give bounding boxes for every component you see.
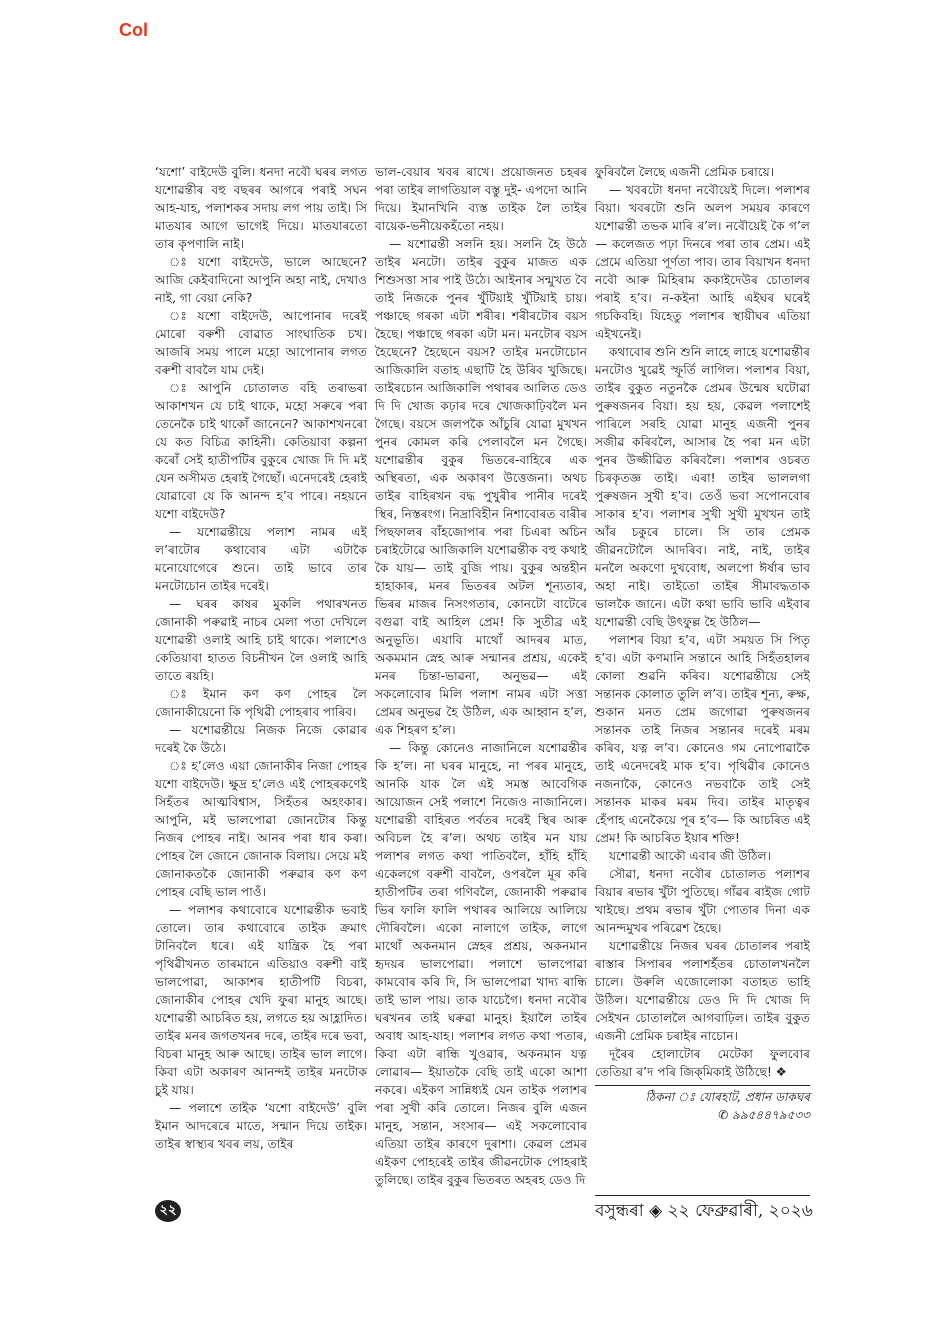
column-3 [595, 163, 810, 1124]
paragraph: পলাশৰ বিয়া হ’ব, এটা সময়ত সি পিতৃ হ’ব। এটা কণমানি সন্তানে আহি সিহঁতহালৰ কোলা শুৱনি কৰিব। যশোৱন্তীয়ে সেই সন্তানক কোলাত তুলি ল’ব। তাইৰ শূন্য, ৰুক্ষ, শুকান মনত প্ৰেম জগোৱা পুৰুষজনৰ সন্তানক তাই নিজৰ সন্তানৰ দৰেই মৰম কৰিব, যত্ন ল’ব। কোনেও গম নোপোৱাকৈ তাই এনেদৰেই মাক হ’ব। পৃথিৱীৰ কোনেও নজনাকৈ, কোনেও নভবাকৈ তাই সেই সন্তানক মাকৰ মৰম দিব। তাইৰ মাতৃত্বৰ হেঁপাহ এনেকৈয়ে পূৰ হ’ব— কি আচৰিত এই প্ৰেম! কি আচৰিত ইয়াৰ শক্তি! [595, 633, 810, 845]
paragraph: ঃ আপুনি চোতালত বহি তৰাভৰা আকাশখন যে চাই থাকে, মহ়ো সৰুৰে পৰা তেনেকৈ চাই থাকোঁ জানেনে? আকাশখনৰো যে কত বিচিত্ৰ কাহিনী। কেতিয়াবা কল্পনা কৰোঁ সেই হাতীপটিৰ বুকুৰে খোজ দি দি মই যেন অসীমত হেৰাই গৈছোঁ। এনেদৰেই হেৰাই যোৱাবো যে কি আনন্দ হ’ব পাৰে। নহয়নে যশো বাইদেউ? [155, 381, 367, 521]
paragraph: ফুৰিবলৈ লৈছে এজনী প্ৰেমিক চৰায়ে। [595, 165, 775, 179]
paragraph: — পলাশে তাইক ‘যশো বাইদেউ’ বুলি ইমান আদৰেৰে মাতে, সন্মান দিয়ে তাইক। তাইৰ স্বাস্থ্যৰ খবৰ লয়, তাইৰ [155, 1101, 367, 1151]
paragraph: যশোৱন্তী আকৌ এবাৰ জী উঠিল। [609, 849, 772, 863]
column-2 [375, 163, 587, 1189]
paragraph: সৌৱা, ধনদা নবৌৰ চোতালত পলাশৰ বিয়াৰ ৰভাৰ খুঁটা পুতিছে। গাঁৱৰ ৰাইজ গোট খাইছে। প্ৰথম ৰভাৰ খুঁটা পোতাৰ দিনা এক আনন্দমুখৰ পৰিৱেশ হৈছে। [595, 867, 810, 935]
column-3-text [595, 163, 810, 1081]
paragraph: ভাল-বেয়াৰ খবৰ ৰাখে। প্ৰয়োজনত চহৰৰ পৰা তাইৰ লাগতিয়াল বস্তু দুই- এপদো আনি দিয়ে। ইমানখিনি ব্যস্ত তাইক লৈ তাইৰ বায়েক-ভনীয়েকহঁতো নহয়। [375, 165, 587, 233]
paragraph: — যশোৱন্তীয়ে পলাশ নামৰ এই ল’ৰাটোৰ কথাবোৰ এটা এটাকৈ মনোযোগেৰে শুনে। তাই ভাবে তাৰ মনটোচোন তাইৰ দৰেই। [155, 525, 367, 593]
paragraph: কথাবোৰ শুনি শুনি লাহে লাহে যশোৱন্তীৰ মনটোও খুৱেই স্ফূৰ্তি লাগিল। পলাশৰ বিয়া, তাইৰ বুকুত নতুনকৈ প্ৰেমৰ উন্মেষ ঘটোৱা পুৰুষজনৰ বিয়া। হয় হয়, কেৱল পলাশেই পাৰিলে সৰহি যোৱা মানুহ এজনী পুনৰ সজীৱ কৰিবলৈ, আসাৰ হৈ পৰা মন এটা পুনৰ উজ্জীৱিত কৰিবলৈ। পলাশৰ ওচৰত চিৰকৃতজ্ঞ তাই। এৰা! তাইৰ ভাললগা পুৰুষজন সুখী হ’ব। তেওঁ ভবা সপোনবোৰ সাকাৰ হ’ব। পলাশৰ সুখী সুখী মুখখন তাই আঁৰ চকুৰে চালে। সি তাৰ প্ৰেমক জীৱনটোলৈ আদৰিব। নাই, নাই, তাইৰ মনলৈ অকণো দুখবোধ, অলপো ঈৰ্ষাৰ ভাব অহা নাই। তাইতো তাইৰ সীমাবদ্ধতাক ভালকৈ জানে। এটা কথা ভাবি ভাবি এইবাৰ যশোৱন্তী বেছি উৎফুল্ল হৈ উঠিল— [595, 345, 810, 629]
page-footer [595, 1195, 813, 1226]
paragraph: ‘যশো’ বাইদেউ বুলি। ধনদা নবৌ ঘৰৰ লগত যশোৱন্তীৰ বহু বছৰৰ আগৰে পৰাই সঘন আহ-যাহ, পলাশকৰ সদায় লগ পায় তাই। সি মাতযাৰ আগে ভাগেই দিয়ে। মাতযাৰতো তাৰ কৃপণালি নাই। [155, 165, 367, 251]
column-1 [155, 163, 367, 1153]
article-body [155, 163, 813, 1226]
corner-mark: Col [119, 20, 148, 40]
paragraph: ঃ হ’লেও এয়া জোনাকীৰ নিজা পোহৰ যশো বাইদেউ। ক্ষুদ্ৰ হ’লেও এই পোহৰকণেই সিহঁতৰ আত্মবিশ্বাস, সিহঁতৰ অহংকাৰ। আপুনি, মই ভালপোৱা জোনটোৰ কিন্তু নিজৰ পোহৰ নাই। আনৰ পৰা ধাৰ কৰা। পোহৰ লৈ জোনে জোনাক বিলায়। সেয়ে মই জোনাকতকৈ জোনাকী পৰুৱাৰ কণ কণ পোহৰ বেছি ভাল পাওঁ। [155, 759, 367, 899]
author-phone: ✆ ৯৯৫৪৪৭৯৫৩৩ [718, 1108, 810, 1122]
paragraph: — কিন্তু কোনেও নাজানিলে যশোৱন্তীৰ কি হ’ল। না ঘৰৰ মানুহে, না পৰৰ মানুহে, আনকি যাক লৈ এই সমস্ত আবেগিক আয়োজন সেই পলাশে নিজেও নাজানিলে। যশোৱন্তী বাহিৰত পৰ্বতৰ দৰেই স্থিৰ আৰু অবিচল হৈ ৰ’ল। অথচ তাইৰ মন যায় পলাশৰ লগত কথা পাতিবলৈ, হাঁহি হাঁহি একেলগে বৰুশী বাবলৈ, ওপৰলৈ মূৰ কৰি হাতীপটিৰ তৰা গণিবলৈ, জোনাকী পৰুৱাৰ ভিৰ ফালি ফালি পথাৰৰ আলিয়ে আলিয়ে দৌৰিবলৈ। একো নালাগে তাইক, লাগে মাথোঁ অকনমান স্নেহৰ প্ৰশ্ৰয়, অকনমান হৃদয়ৰ ভালপোৱা। পলাশে ভালপোৱা কামবোৰ কৰি দি, সি ভালপোৱা খাদ্য ৰান্ধি তাই ভাল পায়। তাক যাচেগৈ। ধনদা নবৌৰ ঘৰখনৰ তাই ঘৰুৱা মানুহ। ইয়ালৈ তাইৰ অবাধ আহ-যাহ। পলাশৰ লগত কথা পতাৰ, কিবা এটা ৰান্ধি খুওৱাৰ, অকনমান যত্ন লোৱাৰ— ইয়াতকৈ বেছি তাই একো আশা নকৰে। এইকণ সান্নিধ্যই যেন তাইক পলাশৰ পৰা সুখী কৰি তোলে। নিজৰ বুলি এজন মানুহ, সন্তান, সংসাৰ— এই সকলোবোৰ এতিয়া তাইৰ কাৰণে দুৰাশা। কেৱল প্ৰেমৰ এইকণ পোহৰেই তাইৰ জীৱনটোক পোহৰাই তুলিছে। তাইৰ বুকুৰ ভিতৰত অহৰহ ডেও দি [375, 741, 587, 1187]
magazine-name: বসুন্ধৰা [595, 1201, 644, 1221]
paragraph: — যশোৱন্তী সলনি হয়। সলনি হৈ উঠে তাইৰ মনটো। তাইৰ বুকুৰ মাজত এক শিশুসত্তা সাৰ পাই উঠে। আইনাৰ সন্মুখত বৈ তাই নিজকে পুনৰ খুঁটিয়াই খুঁটিয়াই চায়। পঞ্চাছে গৰকা এটা শৰীৰ। শৰীৰটোৰ বয়স হৈছে। পঞ্চাছে গৰকা এটা মন। মনটোৰ বয়স হৈছেনে? হৈছেনে বয়স? তাইৰ মনটোচোন আজিকালি বতাহ এছাটি হৈ উৰিব খুজিছে। তাইৰচোন আজিকালি পথাৰৰ আলিত ডেও দি দি খোজ কঢ়াৰ দৰে খোজকাঢ়িবলৈ মন গৈছে। বয়সে জলপকৈ আঁচুৰি যোৱা মুখখন পুনৰ কোমল কৰি পেলাবলৈ মন গৈছে। যশোৱন্তীৰ বুকুৰ ভিতৰে-বাহিৰে এক অস্থিৰতা, এক অকাৰণ উত্তেজনা। অথচ তাইৰ বাহিৰখন বদ্ধ পুখুৰীৰ পানীৰ দৰেই স্থিৰ, নিস্তৰংগ। নিদ্ৰাবিহীন নিশাবোৰত বাৰীৰ পিছফালৰ বাঁহজোপাৰ পৰা চিএৰা অচিন চৰাইটোৱে আজিকালি যশোৱন্তীক বহু কথাই কৈ যায়— তাই বুজি পায়। বুকুৰ অন্তহীন হাহাকাৰ, মনৰ ভিতৰৰ অটল শূন্যতাৰ, ভিৰৰ মাজৰ নিসংগতাৰ, কোনটো বাটেৰে বগুৱা বাই আহিল প্ৰেম! কি সুতীব্ৰ এই অনুভূতি। এযাবি মাথোঁ আদৰৰ মাত, অকমমান স্নেহ আৰু সন্মানৰ প্ৰশ্ৰয়, একেই মনৰ চিন্তা-ভাৱনা, অনুভৱ— এই সকলোবোৰ মিলি পলাশ নামৰ এটা সত্তা প্ৰেমৰ অনুভৱ হৈ উঠিল, এক আহ্বান হ’ল, এক শিহৰণ হ’ল। [375, 237, 587, 737]
paragraph: যশোৱন্তীয়ে নিজৰ ঘৰৰ চোতালৰ পৰাই ৰাস্তাৰ সিপাৰৰ পলাশৰ্হঁতৰ চোতালখনলৈ চালে। উৰুলি এজোলোকা বতাহত ভাহি উঠিল। যশোৱন্তীয়ে ডেও দি দি খোজ দি সেইখন চোতাললৈ আগবাঢ়িল। তাইৰ বুকুত এজনী প্ৰেমিক চৰাইৰ নাচোন। [595, 939, 810, 1043]
paragraph: — ঘৰৰ কাষৰ মুকলি পথাৰখনত জোনাকী পৰুৱাই নাচৰ মেলা পতা দেখিলে যশোৱন্তী ওলাই আহি চাই থাকে। পলাশেও কেতিয়াবা হাতত বিচনীখন লৈ ওলাই আহি তাতে ৰয়হি। [155, 597, 367, 683]
paragraph: ঃ ইমান কণ কণ পোহৰ লৈ জোনাকীয়েনো কি পৃথিৱী পোহৰাব পাৰিব। [155, 687, 367, 719]
paragraph: — খবৰটো ধনদা নবৌয়েই দিলে। পলাশৰ বিয়া। খবৰটো শুনি অলপ সময়ৰ কাৰণে যশোৱন্তী তভক মাৰি ৰ’ল। নবৌয়েই কৈ গ’ল— কলেজত পঢ়া দিনৰে পৰা তাৰ প্ৰেম। এই প্ৰেমে এতিয়া পূৰ্ণতা পাব। তাৰ বিয়াখন ধনদা নবৌ আৰু মিহিৰাম ককাইদেউৰ চোতালৰ পৰাই হ’ব। ন-কইনা আহি এইঘৰ ঘৰেই গচকিবহি। যিহেতু পলাশৰ স্থায়ীঘৰ এতিয়া এইখনেই। [595, 183, 810, 341]
author-address-block [595, 1085, 810, 1124]
paragraph: ঃ যশো বাইদেউ, ভালে আছেনে? আজি কেইবাদিনো আপুনি অহা নাই, দেখাও নাই, গা বেয়া নেকি? [155, 255, 367, 305]
issue-date: ২২ ফেব্ৰুৱাৰী, ২০২৬ [667, 1201, 813, 1221]
page-number: ২২ [155, 1200, 181, 1222]
author-address: ঠিকনা ঃ যোৰহাট, প্ৰধান ডাকঘৰ [645, 1090, 810, 1104]
paragraph: ঃ যশো বাইদেউ, আপোনাৰ দৰেই মোৰো বৰুশী বোৱাত সাংঘাতিক চখ। আজৰি সময় পালে মহ়ো আপোনাৰ লগত বৰুশী বাবলৈ যাম দেই। [155, 309, 367, 377]
paragraph: দূৰৈৰ হোলাটোৰ মেটেকা ফুলবোৰ তেতিয়া ৰ’দ পৰি জিক্‌মিকাই উঠিছে! ❖ [595, 1047, 810, 1079]
footer-left [155, 1199, 367, 1222]
paragraph: — পলাশৰ কথাবোৰে যশোৱন্তীক ভবাই তোলে। তাৰ কথাবোৰে তাইক ক্ৰমাৎ টানিবলৈ ধৰে। এই যান্ত্ৰিক হৈ পৰা পৃথিৱীখনত তাৰমানে এতিয়াও বৰুশী বাই ভালপোৱা, আকাশৰ হাতীপটি বিচৰা, জোনাকীৰ পোহৰ খেদি ফুৰা মানুহ আছে। যশোৱন্তী আচৰিত হয়, লগতে হয় আহ্লাদিত। তাইৰ মনৰ জগতখনৰ দৰে, তাইৰ দৰে ভবা, বিচৰা মানুহ আৰু আছে। তাইৰ ভাল লাগে। কিবা এটা অকাৰণ আনন্দই তাইৰ মনটোক চুই যায়। [155, 903, 367, 1097]
paragraph: — যশোৱন্তীয়ে নিজক নিজে কোৱাৰ দৰেই কৈ উঠে। [155, 723, 367, 755]
diamond-icon: ◈ [649, 1201, 663, 1221]
